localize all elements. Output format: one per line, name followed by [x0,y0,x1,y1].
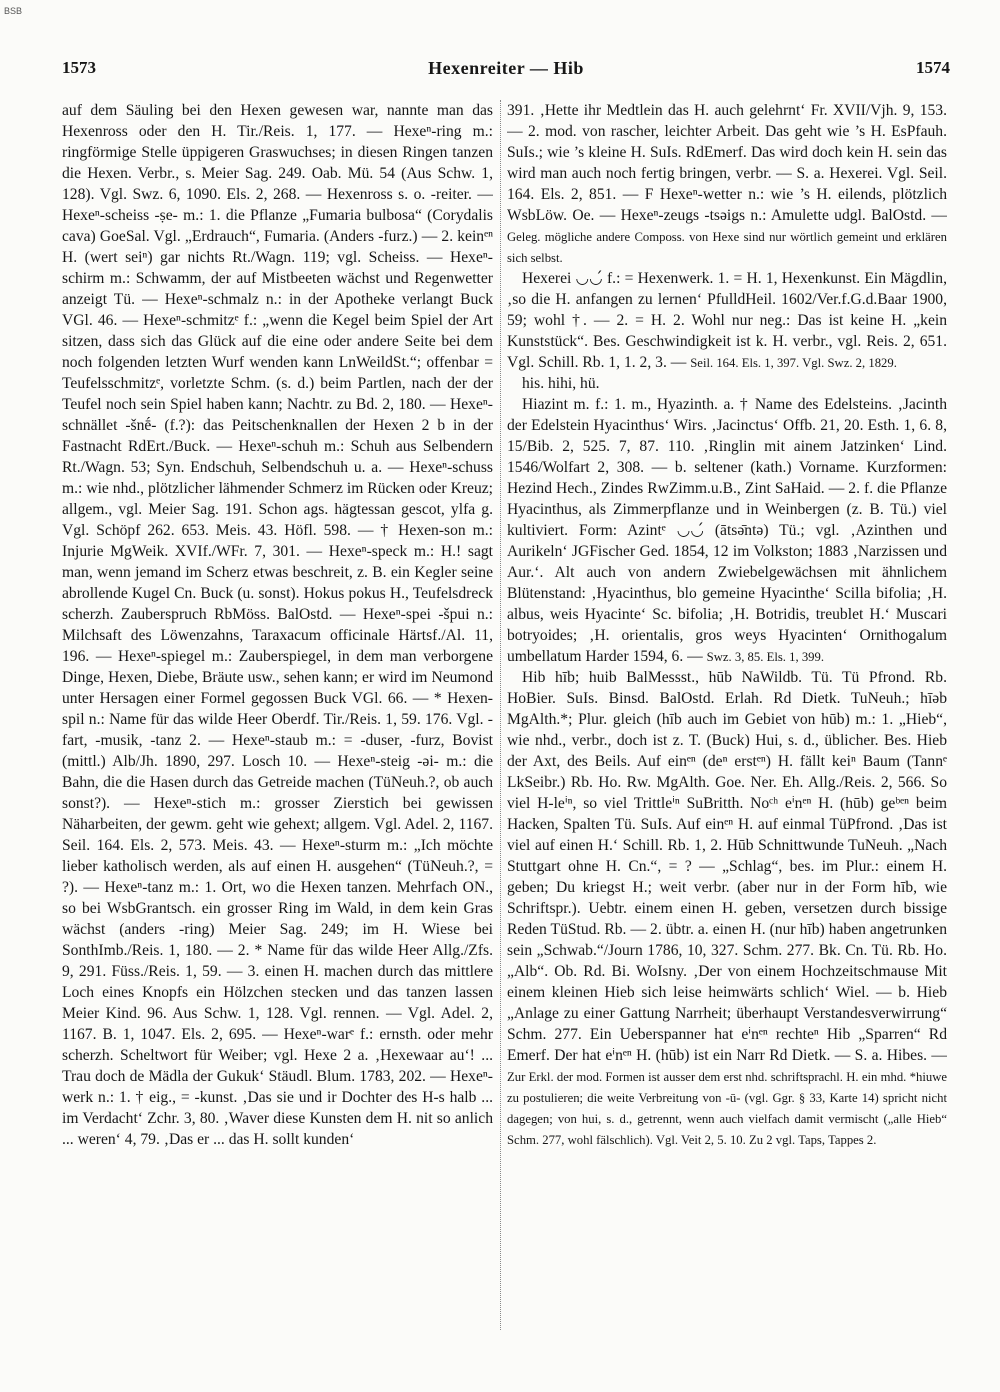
page-number-left: 1573 [62,58,96,77]
left-entry-text: auf dem Säuling bei den Hexen gewesen war, nannte man das Hexenross oder den H. Tir./Reis. 1, 177. — Hexeⁿ-ring m.: ringförmige Stelle üppigeren Graswuchses; in diesen Ringen tanzen die Hexen. Verbr., s. Meier Sag. 249. Oab. Mü. 54 (Aus Schw. 1, 128). Vgl. Swz. 6, 1090. Els. 2, 268. — Hexenross s. o. -reiter. — Hexeⁿ-scheiss -ṣe- m.: 1. die Pflanze „Fumaria bulbosa“ (Corydalis cava) GoeSal. Vgl. „Erdrauch“, Fumaria. (Anders -furz.) — 2. keinᵉⁿ H. (wert seiⁿ) gar nichts Rt./Wagn. 119; vgl. Scheiss. — Hexeⁿ-schirm m.: Schwamm, der auf Mistbeeten wächst und Regenwetter anzeigt Tü. — Hexeⁿ-schmalz n.: in der Apotheke verlangt Buck VGl. 46. — Hexeⁿ-schmitzᵉ f.: „wenn die Kegel beim Spiel der Art sitzen, dass sich das Glück auf die eine oder andere Seite bei dem noch folgenden letzten Wurf wenden kann LnWeildSt.“; offenbar = Teufelsschmitzᵉ, vorletzte Schm. (s. d.) beim Partlen, nach der der Teufel noch sein Spiel haben kann; Nachtr. zu Bd. 2, 180. — Hexeⁿ-schnället -šnḗ- (f.?): das Peitschenknallen der Hexen 2 b in der Fastnacht RdErt./Buck. — Hexeⁿ-schuh m.: Schuh aus Selbendern Rt./Wagn. 53; Syn. Endschuh, Selbendschuh u. a. — Hexeⁿ-schuss m.: wie nhd., plötzlicher lähmender Schmerz im Rücken oder Kreuz; allgem., vgl. Meier Sag. 191. Schon ags. hägtessan gescot, ylfa g. Vgl. Schöpf 262. 653. Meis. 43. Höfl. 598. — † Hexen-son m.: Injurie MgWeik. XVIf./WFr. 7, 301. — Hexeⁿ-speck m.: H.! sagt man, wenn jemand im Scherz etwas beschreit, z. B. ein Kegler seine abrollende Kugel Cn. Buck (u. sonst). Hokus pokus H., Teufelsdreck scherzh. Zauberspruch RbMöss. BalOstd. — Hexeⁿ-spei -špui n.: Milchsaft des Löwenzahns, Taraxacum officinale Härtsf./Al. 11, 196. — Hexeⁿ-spiegel m.: Zauberspiegel, in dem man verborgene Dinge, Hexen, Diebe, Bräute usw., sehen kann; er wird im Neumond unter Hersagen einer Formel gegossen Buck VGl. 66. — * Hexen-spil n.: Name für das wilde Heer Oberdf. Tir./Reis. 1, 59. 176. Vgl. -fart, -musik, -tanz 2. — Hexeⁿ-staub m.: = -duser, -furz, Bovist (mittl.) Alb/Jh. 1890, 297. Losch 10. — Hexeⁿ-steig -əi- m.: die Bahn, die die Hasen durch das Getreide machen (TüNeuh.?, ob auch sonst?). — Hexeⁿ-stich m.: grosser Zierstich bei gewissen Näharbeiten, der gewm. geht wie gehext; allgem. Vgl. Adel. 2, 1167. Seil. 164. Els. 2, 573. Meis. 43. — Hexeⁿ-sturm m.: „Ich möchte lieber katholisch werden, als auf einen H. ausgehen“ (TüNeuh.?, = ?). — Hexeⁿ-tanz m.: 1. Ort, wo die Hexen tanzen. Mehrfach ON., so bei WsbGrantsch. ein grosser Ring im Wald, in dem kein Gras wächst (anders -ring) Meier Sag. 249; im H. Wiese bei SonthImb./Reis. 1, 180. — 2. * Name für das wilde Heer Allg./Zfs. 9, 291. Füss./Reis. 1, 59. — 3. einen H. machen durch das mittlere Loch eines Knopfs ein Hölzchen stecken und das tanzen lassen Meier Kind. 96. Aus Schw. 1, 128. Vgl. rennen. — Vgl. Adel. 2, 1167. B. 1, 1047. Els. 2, 695. — Hexeⁿ-warᵉ f.: ernsth. oder mehr scherzh. Scheltwort für Weiber; vgl. Hexe 2 a. ‚Hexewaar au‘! ... Trau doch de Mädla der Gukuk‘ Stäudl. Blum. 1783, 202. — Hexeⁿ-werk n.: 1. † eig., = -kunst. ‚Das sie und ir Dochter des H-s halb ... im Verdacht‘ Zchr. 3, 80. ‚Waver diese Kunsten dem H. nit so anlich ... weren‘ 4, 79. ‚Das er ... das H. sollt kunden‘ [62,102,493,1148]
entry-text: 391. ‚Hette ihr Medtlein das H. auch gelehrnt‘ Fr. XVII/Vjh. 9, 153. — 2. mod. von rascher, leichter Arbeit. Das geht wie ’s H. EsPfauh. SuIs.; wie ’s kleine H. SuIs. RdEmerf. Das wird doch kein H. sein das wird man auch noch fertig bringen, verbr. — S. a. Hexerei. Vgl. Seil. 164. Els. 2, 851. — F Hexeⁿ-wetter n.: wie ’s H. eilends, plötzlich WsbLöw. Oe. — Hexeⁿ-zeugs -tsəigs n.: Amulette udgl. BalOstd. — [507,102,947,224]
small-print-note: Geleg. mögliche andere Composs. von Hexe sind nur wörtlich gemeint und erklären sich selbst. [507,230,947,265]
page-number-right: 1574 [916,58,950,77]
running-title: Hexenreiter — Hib [428,58,584,78]
entry-hiazint [507,394,947,667]
small-print-note: Swz. 3, 85. Els. 1, 399. [706,650,825,664]
page-header [62,58,950,82]
entry-text: Hexerei ◡◡́ f.: = Hexenwerk. 1. = H. 1, Hexenkunst. Ein Mägdlin, ‚so die H. anfangen zu lernen‘ PfulldHeil. 1602/Ver.f.G.d.Baar 1900, 59; wohl †. — 2. = H. 2. Wohl nur neg.: Das ist keine H. „kein Kunststück“. Bes. Geschwindigkeit ist k. H. verbr., vgl. Reis. 2, 651. Vgl. Schill. Rb. 1, 1. 2, 3. — [507,270,947,371]
library-mark: BSB [4,6,23,16]
entry-hexerei [507,268,947,373]
entry-text: Hib hīb; huib BalMessst., hūb NaWildb. Tü. Tü Pfrond. Rb. HoBier. SuIs. Binsd. BalOstd. Erlah. Rd Dietk. TuNeuh.; hīəb MgAlth.*; Plur. gleich (hīb auch im Gebiet von hūb) m.: 1. „Hieb“, wie nhd., verbr., doch ist z. T. (Buck) Hui, s. d., üblicher. Bes. Hieb der Axt, des Beils. Auf einᵉⁿ (deⁿ erstᵉⁿ) H. fällt keiⁿ Baum (Tannᵉ LkSeibr.) Rb. Ho. Rw. MgAlth. Goe. Ner. Eh. Allg./Reis. 2, 566. So viel H-leⁱⁿ, so viel Trittleⁱⁿ SuBritth. Noᶜʰ eⁱnᵉⁿ H. (hūb) geᵇᵉⁿ beim Hacken, Spalten Tü. SuIs. Auf einᵉⁿ H. auf einmal TüPfrond. ‚Das ist viel auf einen H.‘ Schill. Rb. 1, 2. Hūb Schnittwunde TuNeuh. „Nach Stuttgart ohne H. Cn.“, = ? — „Schlag“, bes. im Plur.: einem H. geben; Du kriegst H.; weit verbr. (aber nur in der Form hīb, wie Schriftspr.). Uebtr. einem einen H. geben, versetzen durch bissige Reden TüStud. Rb. — 2. übtr. a. einen H. (nur hīb) haben angetrunken sein „Schwab.“/Journ 1786, 10, 327. Schm. 277. Bk. Cn. Tü. Rb. Ho. „Alb“. Ob. Rd. Bi. WoIsny. ‚Der von einem Hochzeitschmause Mit einem kleinen Hieb sich leise heimwärts schlich‘ Wiel. — b. Hieb „Anlage zu einer Gattung Narrheit; überhaupt Verstandesverwirrung“ Schm. 277. Ein Ueberspanner hat eⁱnᵉⁿ rechteⁿ Hib „Sparren“ Rd Emerf. Der hat eⁱnᵉⁿ H. (hūb) ist ein Narr Rd Dietk. — S. a. Hibes. — [507,669,947,1064]
entry-his: his. hihi, hü. [522,375,600,392]
entry-hib [507,667,947,1150]
left-column [62,100,493,1330]
column-divider [500,100,501,1330]
entry-hexenwetter-continued [507,100,947,268]
small-print-note: Zur Erkl. der mod. Formen ist ausser dem erst nhd. schriftsprachl. H. ein mhd. *hiuwe zu postulieren; die weite Verbreitung von -ū- (vgl. Ggr. § 33, Karte 14) spricht nicht dagegen; von hui, s. d., getrennt, wenn auch vielfach damit vermischt („alle Hieb“ Schm. 277, wohl fälschlich). Vgl. Veit 2, 5. 10. Zu 2 vgl. Taps, Tappes 2. [507,1070,947,1147]
small-print-note: Seil. 164. Els. 1, 397. Vgl. Swz. 2, 1829. [690,356,897,370]
entry-text: Hiazint m. f.: 1. m., Hyazinth. a. † Name des Edelsteins. ‚Jacinth der Edelstein Hyacinthus‘ Wirs. ‚Jacinctus‘ Offb. 21, 20. Esth. 1, 6. 8, 15/Bib. 2, 525. 7, 87. 110. ‚Ringlin mit ainem Jatzinken‘ Lind. 1546/Wolfart 2, 308. — b. seltener (kath.) Vorname. Kurzformen: Hezind Hech., Zindes RwZimm.u.B., Zint SaHaid. — 2. f. die Pflanze Hyacinthus, als Zimmerpflanze und in Weinbergen (z. B. Tü.) viel kultiviert. Form: Azintᵉ ◡◡́ (ātsə̄ntə) Tü.; vgl. ‚Azinthen und Aurikeln‘ JGFischer Ged. 1854, 12 im Volkston; 1883 ‚Narzissen und Aur.‘. Alt auch von andern Zwiebelgewächsen mit ähnlichem Blütenstand: ‚Hyacinthus, blo gemeine Hyacinthe‘ Scilla bifolia; ‚H. albus, weis Hyacinte‘ Sc. bifolia; ‚H. Botridis, treublet H.‘ Muscari botryoides; ‚H. orientalis, gros weys Hyacinten‘ Ornithogalum umbellatum Harder 1594, 6. — [507,396,947,665]
right-column [507,100,947,1330]
